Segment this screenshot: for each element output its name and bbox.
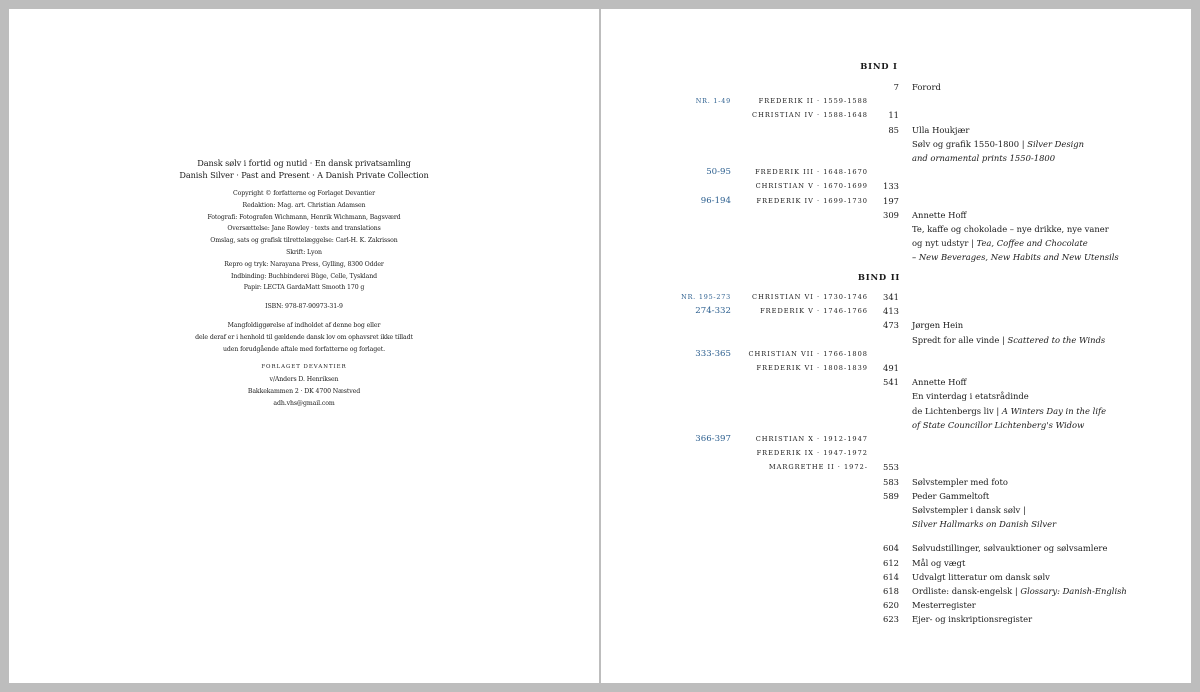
toc-row — [601, 250, 1191, 264]
toc-entry — [912, 236, 1088, 250]
reign: CHRISTIAN X · 1912-1947 — [755, 435, 868, 443]
entry-english-title: of State Councillor Lichtenberg's Widow — [912, 419, 1085, 430]
toc-row — [601, 446, 1191, 460]
toc-entry — [912, 541, 1107, 555]
toc-entry — [912, 333, 1105, 347]
entry-text: Sølvstempler i dansk sølv | — [912, 505, 1026, 515]
bind-1-heading: BIND I — [860, 61, 898, 71]
entry-english-title: Silver Design — [1027, 138, 1085, 149]
toc-row — [601, 541, 1191, 555]
reign: FREDERIK III · 1648-1670 — [755, 168, 868, 177]
page-number: 604 — [883, 543, 899, 554]
entry-text: Ejer- og inskriptionsregister — [912, 614, 1033, 625]
toc-entry — [912, 250, 1119, 264]
entry-text: Mål og vægt — [912, 557, 966, 568]
credit-line: Repro og tryk: Narayana Press, Gylling, 8300 Odder — [224, 260, 384, 268]
toc-row — [601, 137, 1191, 151]
toc-row — [601, 236, 1191, 250]
entry-range: NR. 195-273 — [681, 293, 731, 301]
entry-text: og nyt udstyr | — [912, 238, 977, 249]
reign: MARGRETHE II · 1972- — [768, 463, 868, 472]
credit-line: Oversættelse: Jane Rowley · texts and translations — [227, 225, 381, 233]
toc-entry — [912, 570, 1050, 584]
reign: CHRISTIAN VI · 1730-1746 — [752, 293, 868, 301]
toc-entry — [912, 598, 976, 612]
toc-row — [601, 570, 1191, 584]
rights-notice — [9, 320, 599, 355]
toc-entry — [912, 489, 989, 503]
colophon — [9, 157, 599, 410]
isbn: ISBN: 978-87-90973-31-9 — [265, 303, 343, 311]
rights-line: dele deraf er i henhold til gældende dansk lov om ophavsret ikke tilladt — [195, 333, 413, 341]
reign: CHRISTIAN IV · 1588-1648 — [752, 111, 868, 120]
credit-line: Papir: LECTA GardaMatt Smooth 170 g — [243, 284, 365, 292]
left-page — [9, 9, 599, 683]
entry-text: Jørgen Hein — [912, 320, 964, 331]
publisher-block — [9, 362, 599, 409]
toc-row — [601, 123, 1191, 137]
toc-row — [601, 347, 1191, 361]
toc-row — [601, 556, 1191, 570]
page-number: 553 — [883, 462, 899, 473]
entry-range: 333-365 — [695, 348, 731, 359]
toc-entry — [912, 80, 941, 94]
page-number: 473 — [883, 320, 899, 331]
toc-entry — [912, 503, 1026, 517]
entry-text: Sølvudstillinger, sølvauktioner og sølvsamlere — [912, 543, 1108, 554]
toc-row — [601, 108, 1191, 122]
toc-row — [601, 361, 1191, 375]
toc-entry — [912, 612, 1032, 626]
reign: CHRISTIAN VII · 1766-1808 — [748, 349, 868, 358]
entry-text: Sølv og grafik 1550-1800 | — [912, 138, 1028, 149]
reign: CHRISTIAN V · 1670-1699 — [755, 182, 868, 191]
toc-row — [601, 389, 1191, 403]
page-number: 620 — [883, 600, 899, 611]
toc-row — [601, 503, 1191, 517]
toc-entry — [912, 222, 1109, 236]
rights-line: Mangfoldiggørelse af indholdet af denne bog eller — [227, 321, 381, 329]
toc-row — [601, 165, 1191, 179]
entry-text: Udvalgt litteratur om dansk sølv — [912, 571, 1050, 582]
entry-english-title: Silver Hallmarks on Danish Silver — [912, 519, 1057, 530]
toc-entry — [912, 123, 969, 137]
toc-row — [601, 80, 1191, 94]
entry-text: Ulla Houkjær — [912, 124, 970, 135]
toc-entry — [912, 404, 1106, 418]
toc-row — [601, 460, 1191, 474]
entry-english-title: – New Beverages, New Habits and New Utensils — [912, 252, 1119, 263]
toc-row — [601, 598, 1191, 612]
entry-text: Forord — [912, 82, 941, 92]
entry-text: Peder Gammeltoft — [912, 490, 990, 501]
table-of-contents — [601, 9, 1191, 683]
publisher-email: adh.vhs@gmail.com — [273, 399, 335, 407]
toc-entry — [912, 389, 1029, 403]
isbn-block — [9, 301, 599, 313]
page-number: 197 — [883, 195, 899, 206]
entry-english-title: A Winters Day in the life — [1001, 405, 1107, 416]
toc-entry — [912, 318, 963, 332]
page-number: 623 — [883, 614, 899, 625]
toc-row — [601, 208, 1191, 222]
credit-line: Copyright © forfatterne og Forlaget Devantier — [233, 190, 375, 197]
entry-range: 366-397 — [695, 434, 731, 444]
page-number: 614 — [883, 571, 899, 582]
toc-row — [601, 333, 1191, 347]
toc-entry — [912, 556, 965, 570]
toc-row — [601, 612, 1191, 626]
entry-text: Annette Hoff — [912, 209, 967, 220]
page-number: 491 — [883, 363, 899, 373]
toc-row — [601, 318, 1191, 332]
rights-line: uden forudgående aftale med forfatterne og forlaget. — [223, 345, 385, 353]
publisher-line: v/Anders D. Henriksen — [269, 376, 339, 384]
toc-row — [601, 584, 1191, 598]
toc-entry — [912, 475, 1008, 489]
toc-row — [601, 290, 1191, 304]
book-title-english: Danish Silver · Past and Present · A Danish Private Collection — [179, 170, 429, 180]
entry-text: Sølvstempler med foto — [912, 476, 1008, 487]
entry-text: Ordliste: dansk-engelsk | — [912, 586, 1021, 596]
entry-english-title: Scattered to the Winds — [1007, 334, 1106, 345]
page-number: 85 — [888, 124, 899, 135]
page-number: 583 — [883, 476, 899, 487]
entry-english-title: and ornamental prints 1550-1800 — [912, 153, 1056, 163]
reign: FREDERIK V · 1746-1766 — [760, 307, 868, 316]
toc-entry — [912, 375, 966, 389]
toc-entry — [912, 137, 1084, 151]
entry-text: En vinterdag i etatsrådinde — [912, 391, 1029, 402]
toc-entry — [912, 208, 966, 222]
toc-row — [601, 418, 1191, 432]
page-number: 11 — [888, 110, 899, 121]
right-page — [601, 9, 1191, 683]
toc-row — [601, 151, 1191, 165]
toc-row — [601, 432, 1191, 446]
page-number: 413 — [883, 306, 899, 317]
entry-text: de Lichtenbergs liv | — [912, 405, 1002, 416]
toc-row — [601, 222, 1191, 236]
credit-line: Fotografi: Fotografen Wichmann, Henrik Wichmann, Bagsværd — [207, 213, 401, 221]
entry-text: Te, kaffe og chokolade – nye drikke, nye vaner — [912, 224, 1109, 234]
credit-line: Indbinding: Buchbinderei Büge, Celle, Tyskland — [231, 272, 377, 280]
page-number: 309 — [883, 209, 899, 220]
publisher-line: Bakkekammen 2 · DK 4700 Næstved — [247, 387, 361, 395]
entry-range: 96-194 — [700, 195, 731, 206]
page-number: 341 — [883, 292, 899, 302]
credit-line: Omslag, sats og grafisk tilrettelæggelse: Carl-H. K. Zakrisson — [210, 237, 398, 245]
toc-row — [601, 404, 1191, 418]
credit-line: Skrift: Lyon — [286, 248, 322, 256]
entry-text: Annette Hoff — [912, 377, 967, 388]
toc-row — [601, 179, 1191, 193]
toc-row — [601, 375, 1191, 389]
toc-entry — [912, 517, 1056, 531]
page-number: 618 — [883, 586, 899, 596]
entry-text: Mesterregister — [912, 600, 976, 611]
entry-text: Spredt for alle vinde | — [912, 334, 1008, 345]
toc-row — [601, 475, 1191, 489]
reign: FREDERIK IV · 1699-1730 — [756, 196, 868, 205]
toc-entry — [912, 418, 1084, 432]
toc-row — [601, 517, 1191, 531]
bind-2-heading: BIND II — [857, 272, 901, 282]
page-number: 612 — [883, 557, 899, 568]
entry-range: NR. 1-49 — [695, 97, 731, 106]
page-number: 541 — [883, 377, 899, 388]
toc-row — [601, 489, 1191, 503]
reign: FREDERIK VI · 1808-1839 — [756, 364, 868, 372]
page-number: 133 — [883, 181, 899, 192]
reign: FREDERIK IX · 1947-1972 — [756, 449, 868, 458]
book-title-danish: Dansk sølv i fortid og nutid · En dansk privatsamling — [197, 158, 411, 168]
entry-range: 274-332 — [695, 306, 731, 317]
credit-line: Redaktion: Mag. art. Christian Adamsen — [242, 201, 366, 209]
publisher-name: FORLAGET DEVANTIER — [261, 364, 347, 371]
toc-row — [601, 94, 1191, 108]
entry-range: 50-95 — [706, 167, 731, 178]
toc-row — [601, 304, 1191, 318]
page-number: 7 — [893, 82, 899, 92]
toc-entry — [912, 584, 1127, 598]
credits — [9, 188, 599, 294]
toc-entry — [912, 151, 1055, 165]
page-number: 589 — [883, 490, 899, 501]
entry-english-title: Glossary: Danish-English — [1020, 586, 1127, 596]
entry-english-title: Tea, Coffee and Chocolate — [976, 238, 1088, 249]
toc-row — [601, 194, 1191, 208]
reign: FREDERIK II · 1559-1588 — [758, 97, 868, 106]
